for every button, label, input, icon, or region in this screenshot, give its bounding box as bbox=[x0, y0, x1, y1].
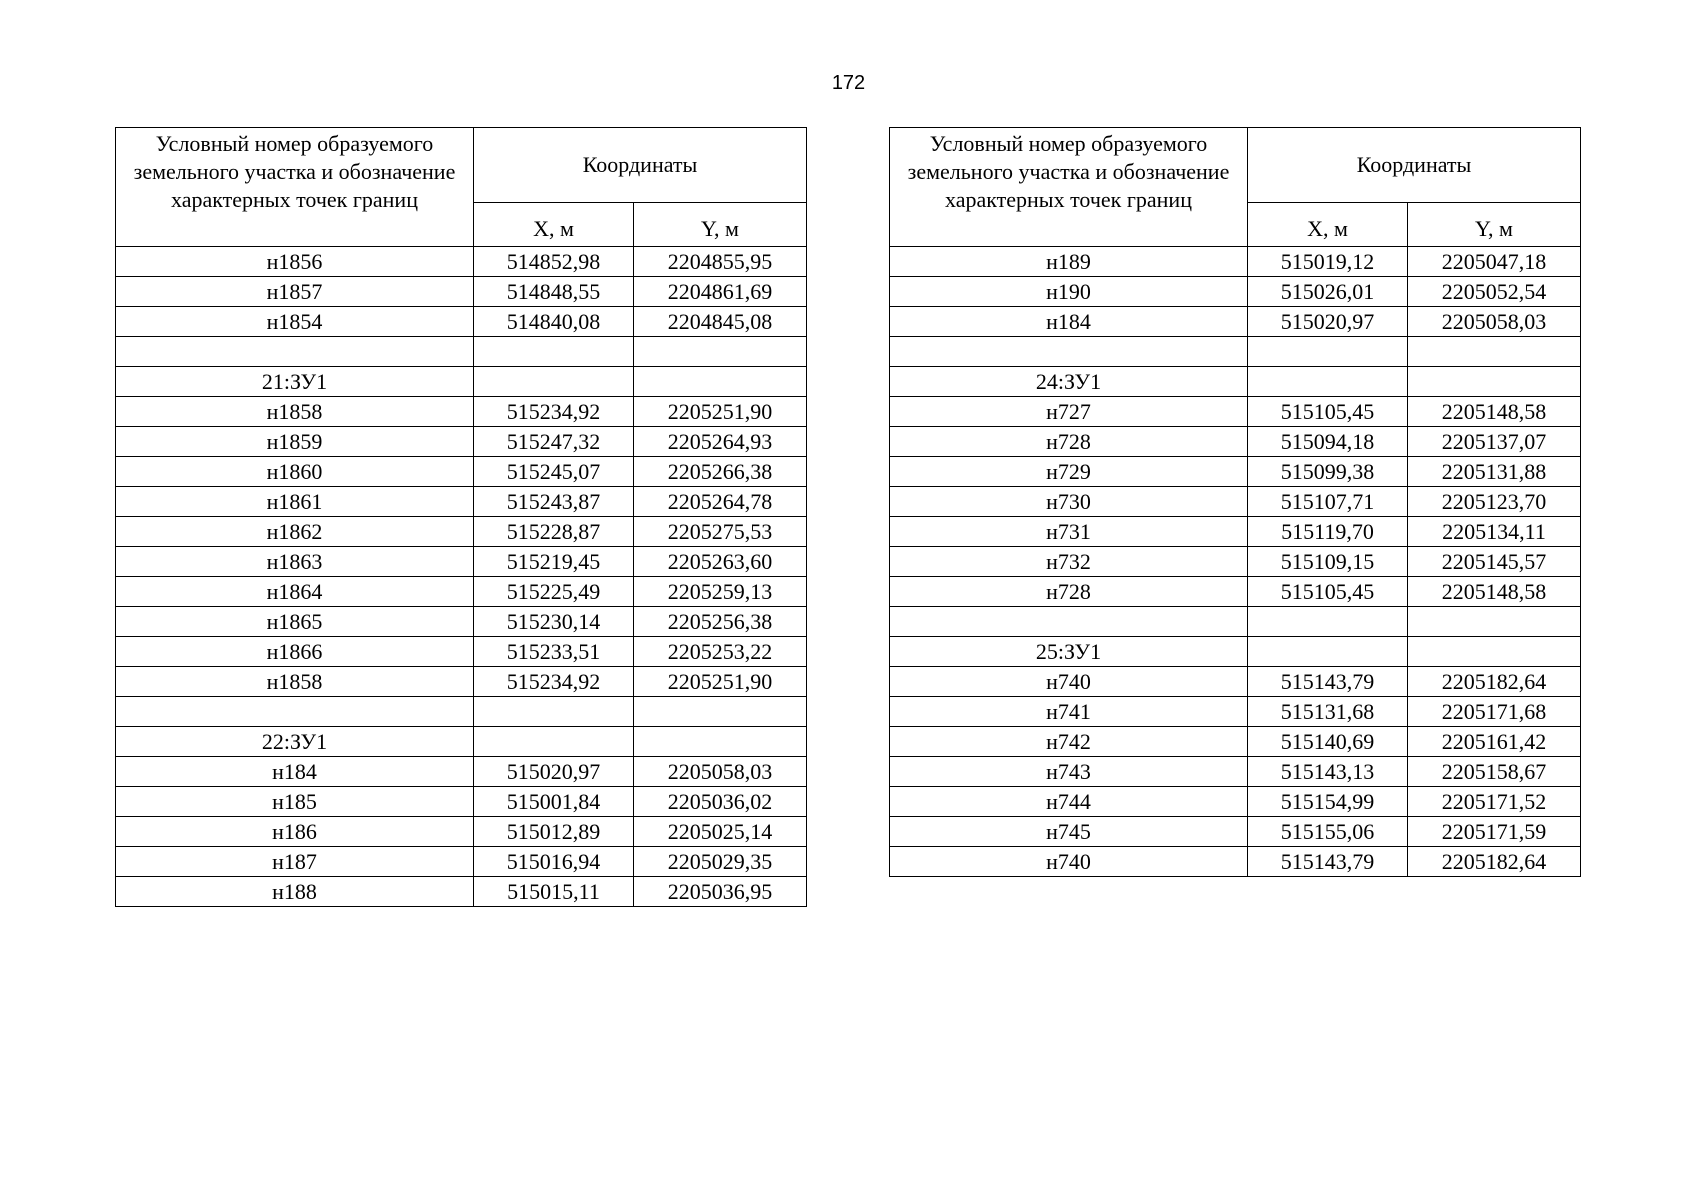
y-cell: 2205251,90 bbox=[634, 397, 807, 427]
point-cell: н1864 bbox=[116, 577, 474, 607]
y-cell: 2204845,08 bbox=[634, 307, 807, 337]
table-row bbox=[890, 817, 1581, 847]
x-cell: 515154,99 bbox=[1248, 787, 1408, 817]
point-cell: н730 bbox=[890, 487, 1248, 517]
y-cell: 2205256,38 bbox=[634, 607, 807, 637]
point-cell: н731 bbox=[890, 517, 1248, 547]
x-cell: 514840,08 bbox=[474, 307, 634, 337]
x-cell: 514852,98 bbox=[474, 247, 634, 277]
y-cell: 2205171,59 bbox=[1408, 817, 1581, 847]
point-cell: 25:ЗУ1 bbox=[890, 637, 1248, 667]
point-cell: н732 bbox=[890, 547, 1248, 577]
point-cell: н1854 bbox=[116, 307, 474, 337]
table-row bbox=[116, 667, 807, 697]
x-cell: 515105,45 bbox=[1248, 397, 1408, 427]
x-cell: 515131,68 bbox=[1248, 697, 1408, 727]
table-body-right bbox=[890, 247, 1581, 877]
y-cell: 2205145,57 bbox=[1408, 547, 1581, 577]
table-row bbox=[890, 577, 1581, 607]
table-row bbox=[890, 847, 1581, 877]
point-cell: н745 bbox=[890, 817, 1248, 847]
y-cell: 2205025,14 bbox=[634, 817, 807, 847]
y-cell: 2205029,35 bbox=[634, 847, 807, 877]
x-cell: 515099,38 bbox=[1248, 457, 1408, 487]
y-cell: 2205259,13 bbox=[634, 577, 807, 607]
y-cell bbox=[1408, 637, 1581, 667]
y-cell bbox=[634, 697, 807, 727]
table-row bbox=[890, 397, 1581, 427]
point-cell: н1863 bbox=[116, 547, 474, 577]
table-row bbox=[116, 727, 807, 757]
point-cell: н189 bbox=[890, 247, 1248, 277]
point-cell: н1858 bbox=[116, 667, 474, 697]
point-cell bbox=[116, 697, 474, 727]
y-cell: 2205058,03 bbox=[1408, 307, 1581, 337]
y-cell: 2205251,90 bbox=[634, 667, 807, 697]
table-body-left bbox=[116, 247, 807, 907]
y-cell: 2205052,54 bbox=[1408, 277, 1581, 307]
table-row bbox=[890, 457, 1581, 487]
table-row bbox=[116, 307, 807, 337]
table-row bbox=[116, 247, 807, 277]
point-cell: н743 bbox=[890, 757, 1248, 787]
table-row bbox=[116, 337, 807, 367]
y-cell: 2205148,58 bbox=[1408, 397, 1581, 427]
table-row bbox=[116, 577, 807, 607]
x-cell: 515107,71 bbox=[1248, 487, 1408, 517]
y-cell: 2205182,64 bbox=[1408, 847, 1581, 877]
table-row bbox=[890, 337, 1581, 367]
table-row bbox=[116, 877, 807, 907]
y-cell: 2205158,67 bbox=[1408, 757, 1581, 787]
x-cell: 515015,11 bbox=[474, 877, 634, 907]
y-cell: 2205264,78 bbox=[634, 487, 807, 517]
point-cell: н190 bbox=[890, 277, 1248, 307]
y-cell bbox=[634, 367, 807, 397]
y-cell bbox=[634, 727, 807, 757]
table-row bbox=[890, 307, 1581, 337]
x-cell: 515245,07 bbox=[474, 457, 634, 487]
table-row bbox=[890, 697, 1581, 727]
y-cell bbox=[1408, 337, 1581, 367]
y-cell: 2205171,52 bbox=[1408, 787, 1581, 817]
x-cell: 515016,94 bbox=[474, 847, 634, 877]
y-cell: 2204861,69 bbox=[634, 277, 807, 307]
point-cell: н1858 bbox=[116, 397, 474, 427]
y-cell: 2205036,02 bbox=[634, 787, 807, 817]
point-cell: н729 bbox=[890, 457, 1248, 487]
x-cell: 515230,14 bbox=[474, 607, 634, 637]
point-cell: н727 bbox=[890, 397, 1248, 427]
y-cell: 2205131,88 bbox=[1408, 457, 1581, 487]
y-cell: 2205036,95 bbox=[634, 877, 807, 907]
x-cell: 515109,15 bbox=[1248, 547, 1408, 577]
y-cell: 2205253,22 bbox=[634, 637, 807, 667]
point-cell: н186 bbox=[116, 817, 474, 847]
x-cell: 515225,49 bbox=[474, 577, 634, 607]
x-cell bbox=[474, 727, 634, 757]
table-row bbox=[116, 487, 807, 517]
x-cell bbox=[474, 367, 634, 397]
x-cell: 515001,84 bbox=[474, 787, 634, 817]
point-cell: н1865 bbox=[116, 607, 474, 637]
x-cell: 514848,55 bbox=[474, 277, 634, 307]
x-cell: 515140,69 bbox=[1248, 727, 1408, 757]
y-cell bbox=[1408, 367, 1581, 397]
x-cell: 515094,18 bbox=[1248, 427, 1408, 457]
header-y: Y, м bbox=[1408, 203, 1581, 247]
y-cell bbox=[1408, 607, 1581, 637]
header-point-label: Условный номер образуемого земельного участка и обозначение характерных точек границ bbox=[116, 128, 474, 247]
table-row bbox=[890, 607, 1581, 637]
table-row bbox=[890, 547, 1581, 577]
x-cell: 515143,79 bbox=[1248, 667, 1408, 697]
point-cell: н1856 bbox=[116, 247, 474, 277]
x-cell: 515243,87 bbox=[474, 487, 634, 517]
x-cell: 515020,97 bbox=[1248, 307, 1408, 337]
table-row bbox=[890, 787, 1581, 817]
point-cell: 24:ЗУ1 bbox=[890, 367, 1248, 397]
table-row bbox=[116, 457, 807, 487]
y-cell: 2205263,60 bbox=[634, 547, 807, 577]
table-row bbox=[890, 667, 1581, 697]
table-row bbox=[116, 367, 807, 397]
header-x: X, м bbox=[474, 203, 634, 247]
x-cell: 515012,89 bbox=[474, 817, 634, 847]
point-cell: н1860 bbox=[116, 457, 474, 487]
point-cell: н187 bbox=[116, 847, 474, 877]
table-row bbox=[116, 787, 807, 817]
point-cell: 22:ЗУ1 bbox=[116, 727, 474, 757]
y-cell: 2205182,64 bbox=[1408, 667, 1581, 697]
x-cell: 515020,97 bbox=[474, 757, 634, 787]
table-row bbox=[116, 397, 807, 427]
table-row bbox=[890, 247, 1581, 277]
header-y: Y, м bbox=[634, 203, 807, 247]
table-row bbox=[116, 847, 807, 877]
x-cell bbox=[474, 697, 634, 727]
table-row bbox=[890, 727, 1581, 757]
point-cell: н184 bbox=[116, 757, 474, 787]
y-cell: 2205134,11 bbox=[1408, 517, 1581, 547]
point-cell: н188 bbox=[116, 877, 474, 907]
point-cell: н185 bbox=[116, 787, 474, 817]
table-row bbox=[116, 637, 807, 667]
point-cell: н1862 bbox=[116, 517, 474, 547]
point-cell: 21:ЗУ1 bbox=[116, 367, 474, 397]
x-cell bbox=[1248, 637, 1408, 667]
table-row bbox=[890, 277, 1581, 307]
x-cell: 515019,12 bbox=[1248, 247, 1408, 277]
x-cell: 515247,32 bbox=[474, 427, 634, 457]
x-cell bbox=[1248, 607, 1408, 637]
y-cell: 2205171,68 bbox=[1408, 697, 1581, 727]
point-cell bbox=[890, 337, 1248, 367]
x-cell: 515234,92 bbox=[474, 667, 634, 697]
point-cell bbox=[890, 607, 1248, 637]
x-cell: 515219,45 bbox=[474, 547, 634, 577]
y-cell: 2205058,03 bbox=[634, 757, 807, 787]
header-coordinates: Координаты bbox=[474, 128, 807, 203]
y-cell: 2204855,95 bbox=[634, 247, 807, 277]
header-point-label: Условный номер образуемого земельного участка и обозначение характерных точек границ bbox=[890, 128, 1248, 247]
y-cell: 2205275,53 bbox=[634, 517, 807, 547]
y-cell: 2205264,93 bbox=[634, 427, 807, 457]
y-cell: 2205266,38 bbox=[634, 457, 807, 487]
coordinates-table-left bbox=[115, 127, 807, 907]
point-cell: н742 bbox=[890, 727, 1248, 757]
x-cell: 515228,87 bbox=[474, 517, 634, 547]
x-cell bbox=[1248, 337, 1408, 367]
table-row bbox=[116, 757, 807, 787]
point-cell: н1859 bbox=[116, 427, 474, 457]
table-row bbox=[116, 427, 807, 457]
table-row bbox=[890, 517, 1581, 547]
table-row bbox=[890, 427, 1581, 457]
point-cell: н740 bbox=[890, 667, 1248, 697]
table-row bbox=[116, 697, 807, 727]
x-cell: 515119,70 bbox=[1248, 517, 1408, 547]
point-cell: н728 bbox=[890, 427, 1248, 457]
x-cell: 515105,45 bbox=[1248, 577, 1408, 607]
x-cell: 515143,79 bbox=[1248, 847, 1408, 877]
y-cell bbox=[634, 337, 807, 367]
y-cell: 2205148,58 bbox=[1408, 577, 1581, 607]
table-row bbox=[116, 517, 807, 547]
x-cell: 515143,13 bbox=[1248, 757, 1408, 787]
page-number: 172 bbox=[831, 72, 866, 94]
table-row bbox=[890, 757, 1581, 787]
table-row bbox=[890, 487, 1581, 517]
coordinates-table-right bbox=[889, 127, 1581, 877]
header-coordinates: Координаты bbox=[1248, 128, 1581, 203]
x-cell: 515026,01 bbox=[1248, 277, 1408, 307]
point-cell: н184 bbox=[890, 307, 1248, 337]
y-cell: 2205123,70 bbox=[1408, 487, 1581, 517]
y-cell: 2205047,18 bbox=[1408, 247, 1581, 277]
x-cell: 515155,06 bbox=[1248, 817, 1408, 847]
point-cell: н1861 bbox=[116, 487, 474, 517]
x-cell bbox=[1248, 367, 1408, 397]
point-cell: н744 bbox=[890, 787, 1248, 817]
point-cell: н1866 bbox=[116, 637, 474, 667]
point-cell: н728 bbox=[890, 577, 1248, 607]
y-cell: 2205161,42 bbox=[1408, 727, 1581, 757]
header-x: X, м bbox=[1248, 203, 1408, 247]
x-cell: 515233,51 bbox=[474, 637, 634, 667]
table-row bbox=[116, 607, 807, 637]
point-cell: н1857 bbox=[116, 277, 474, 307]
x-cell: 515234,92 bbox=[474, 397, 634, 427]
table-row bbox=[116, 277, 807, 307]
table-row bbox=[116, 817, 807, 847]
x-cell bbox=[474, 337, 634, 367]
point-cell: н741 bbox=[890, 697, 1248, 727]
point-cell bbox=[116, 337, 474, 367]
y-cell: 2205137,07 bbox=[1408, 427, 1581, 457]
table-row bbox=[116, 547, 807, 577]
table-row bbox=[890, 367, 1581, 397]
point-cell: н740 bbox=[890, 847, 1248, 877]
table-row bbox=[890, 637, 1581, 667]
